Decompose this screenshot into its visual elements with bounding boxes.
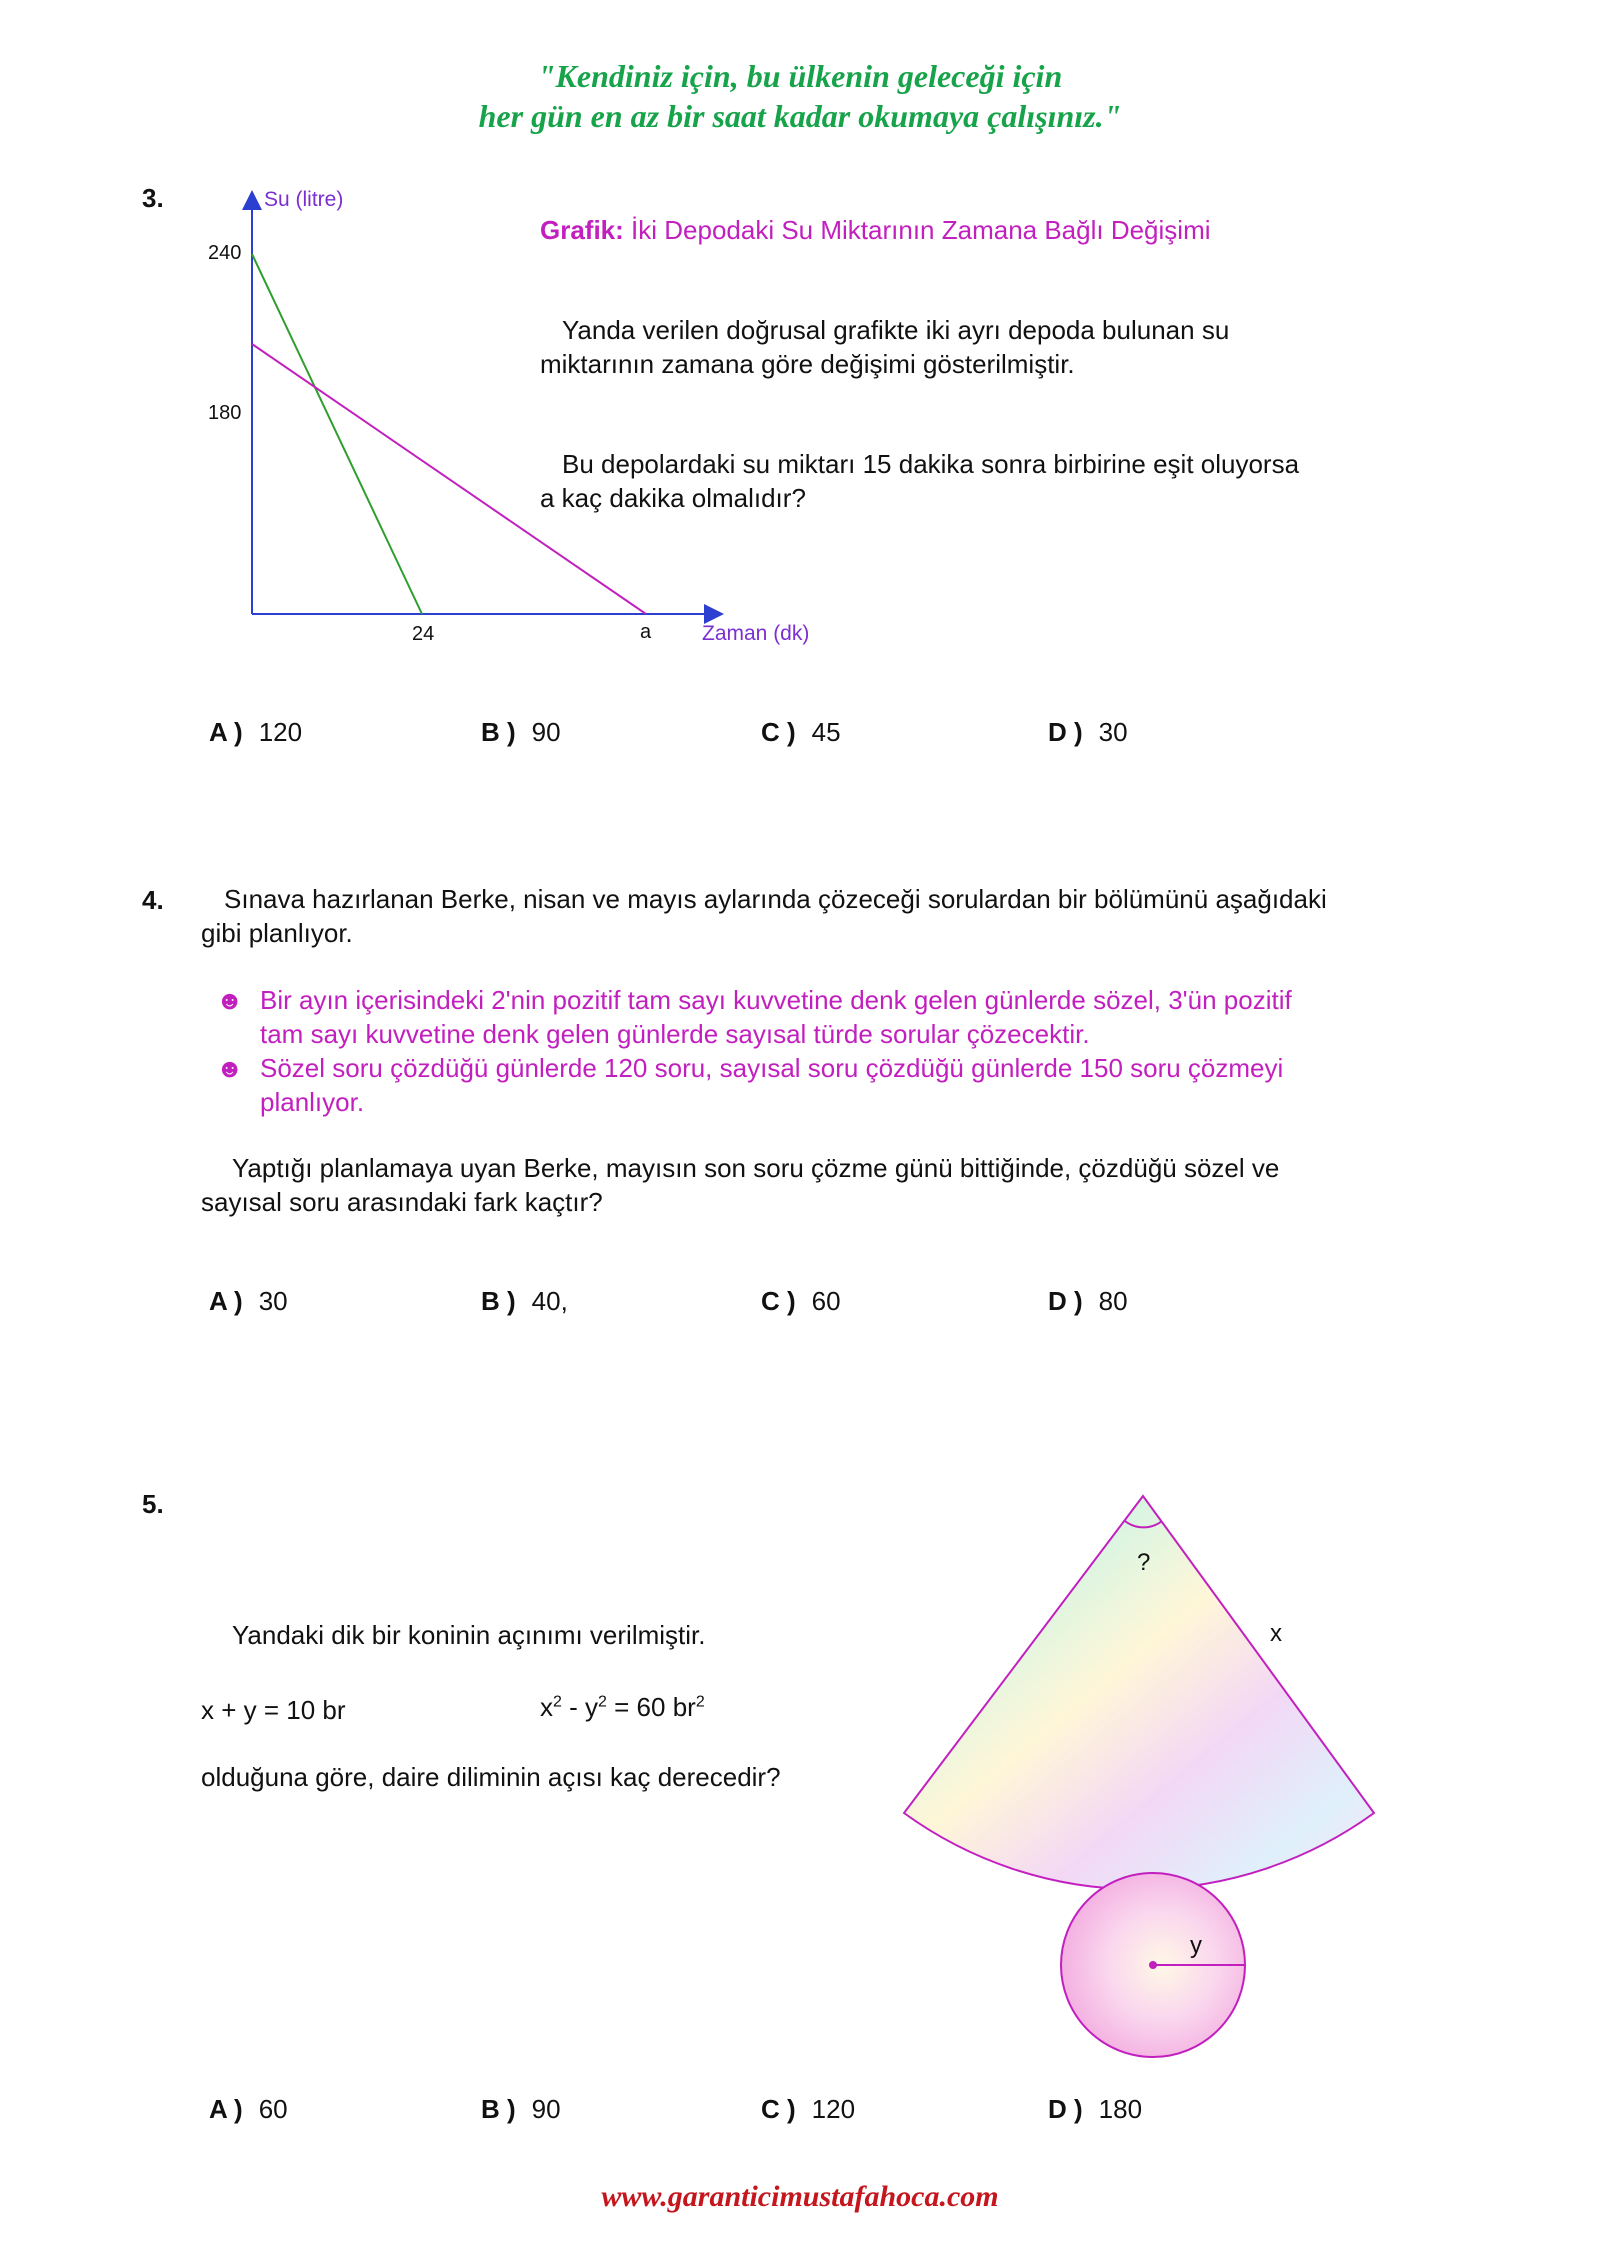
option-value: 80	[1098, 1286, 1128, 1316]
option-value: 120	[258, 717, 303, 747]
option-value: 120	[811, 2094, 856, 2124]
q4-question-line1: Yaptığı planlamaya uyan Berke, mayısın son soru çözme günü bittiğinde, çözdüğü sözel ve	[232, 1153, 1280, 1183]
q3-option-d[interactable]	[1048, 717, 1128, 748]
bullet-2-line2: planlıyor.	[260, 1087, 365, 1117]
y-tick-240: 240	[208, 242, 242, 264]
eq2-exponent: 2	[598, 1693, 607, 1711]
q3-option-c[interactable]	[761, 717, 841, 748]
bullet-2-line1: Sözel soru çözdüğü günlerde 120 soru, sayısal soru çözdüğü günlerde 150 soru çözmeyi	[260, 1053, 1284, 1083]
option-letter: B )	[481, 2094, 516, 2124]
q4-intro-line1: Sınava hazırlanan Berke, nisan ve mayıs aylarında çözeceği sorulardan bir bölümünü aşağıdaki	[224, 884, 1327, 914]
option-letter: C )	[761, 2094, 796, 2124]
motto-line-1: "Kendiniz için, bu ülkenin geleceği için	[537, 58, 1063, 94]
option-value: 90	[531, 2094, 561, 2124]
option-letter: A )	[209, 1286, 243, 1316]
slant-height-label: x	[1270, 1620, 1282, 1647]
q3-para1-line2: miktarının zamana göre değişimi gösterilmiştir.	[540, 349, 1075, 379]
center-point	[1149, 1961, 1157, 1969]
smiley-bullet-icon: ☻	[216, 985, 244, 1015]
cone-net-figure	[880, 1480, 1400, 2060]
eq2-exponent: 2	[553, 1693, 562, 1711]
q5-option-c[interactable]	[761, 2094, 855, 2125]
q4-option-b[interactable]	[481, 1286, 568, 1317]
q3-para1-line1: Yanda verilen doğrusal grafikte iki ayrı depoda bulunan su	[562, 315, 1230, 345]
q5-intro: Yandaki dik bir koninin açınımı verilmiştir.	[232, 1620, 706, 1650]
q5-equation-1: x + y = 10 br	[201, 1695, 346, 1725]
q4-question-line2: sayısal soru arasındaki fark kaçtır?	[201, 1187, 603, 1217]
bullet-1-line1: Bir ayın içerisindeki 2'nin pozitif tam sayı kuvvetine denk gelen günlerde sözel, 3'ün pozitif	[260, 985, 1292, 1015]
graph-title-text: İki Depodaki Su Miktarının Zamana Bağlı Değişimi	[623, 215, 1211, 245]
graph-title	[540, 213, 1211, 247]
eq2-x: x	[540, 1692, 553, 1722]
option-letter: B )	[481, 717, 516, 747]
option-value: 40,	[531, 1286, 568, 1316]
series-line-tank-1	[252, 254, 422, 614]
q3-option-a[interactable]	[209, 717, 302, 748]
option-value: 30	[258, 1286, 288, 1316]
option-letter: A )	[209, 2094, 243, 2124]
graph-title-bold: Grafik:	[540, 215, 624, 245]
option-value: 180	[1098, 2094, 1143, 2124]
q5-option-d[interactable]	[1048, 2094, 1142, 2125]
q5-option-a[interactable]	[209, 2094, 288, 2125]
option-letter: A )	[209, 717, 243, 747]
q3-paragraph-1	[540, 313, 1229, 347]
option-letter: C )	[761, 717, 796, 747]
footer-website-link[interactable]: www.garanticimustafahoca.com	[601, 2180, 999, 2213]
y-tick-180: 180	[208, 402, 242, 424]
angle-question-label: ?	[1137, 1549, 1151, 1576]
q4-option-a[interactable]	[209, 1286, 288, 1317]
water-tank-line-chart	[190, 180, 830, 660]
x-tick-a: a	[640, 621, 652, 643]
option-letter: D )	[1048, 1286, 1083, 1316]
option-value: 60	[811, 1286, 841, 1316]
x-tick-24: 24	[412, 623, 435, 645]
option-letter: D )	[1048, 2094, 1083, 2124]
option-value: 60	[258, 2094, 288, 2124]
q5-option-b[interactable]	[481, 2094, 561, 2125]
option-value: 90	[531, 717, 561, 747]
x-axis-label: Zaman (dk)	[702, 622, 810, 645]
question-3-number: 3.	[142, 183, 164, 213]
question-5-number: 5.	[142, 1489, 164, 1519]
option-value: 45	[811, 717, 841, 747]
motto-line-2: her gün en az bir saat kadar okumaya çalışınız."	[478, 98, 1122, 134]
q4-option-d[interactable]	[1048, 1286, 1128, 1317]
option-letter: D )	[1048, 717, 1083, 747]
q3-option-b[interactable]	[481, 717, 561, 748]
eq2-exponent: 2	[695, 1693, 705, 1711]
question-4-number: 4.	[142, 885, 164, 915]
eq2-value: = 60 br	[606, 1692, 696, 1722]
q5-equation-2	[540, 1690, 705, 1724]
q3-para2-line1: Bu depolardaki su miktarı 15 dakika sonra birbirine eşit oluyorsa	[562, 449, 1300, 479]
bullet-1-line2: tam sayı kuvvetine denk gelen günlerde sayısal türde sorular çözecektir.	[260, 1019, 1090, 1049]
radius-label: y	[1190, 1932, 1202, 1959]
smiley-bullet-icon: ☻	[216, 1053, 244, 1083]
option-letter: B )	[481, 1286, 516, 1316]
q4-option-c[interactable]	[761, 1286, 841, 1317]
option-letter: C )	[761, 1286, 796, 1316]
q3-para2-line2: a kaç dakika olmalıdır?	[540, 483, 806, 513]
option-value: 30	[1098, 717, 1128, 747]
eq2-y: - y	[561, 1692, 599, 1722]
y-axis-label: Su (litre)	[264, 188, 344, 211]
q4-intro-line2: gibi planlıyor.	[201, 918, 353, 948]
q5-question: olduğuna göre, daire diliminin açısı kaç derecedir?	[201, 1762, 781, 1792]
